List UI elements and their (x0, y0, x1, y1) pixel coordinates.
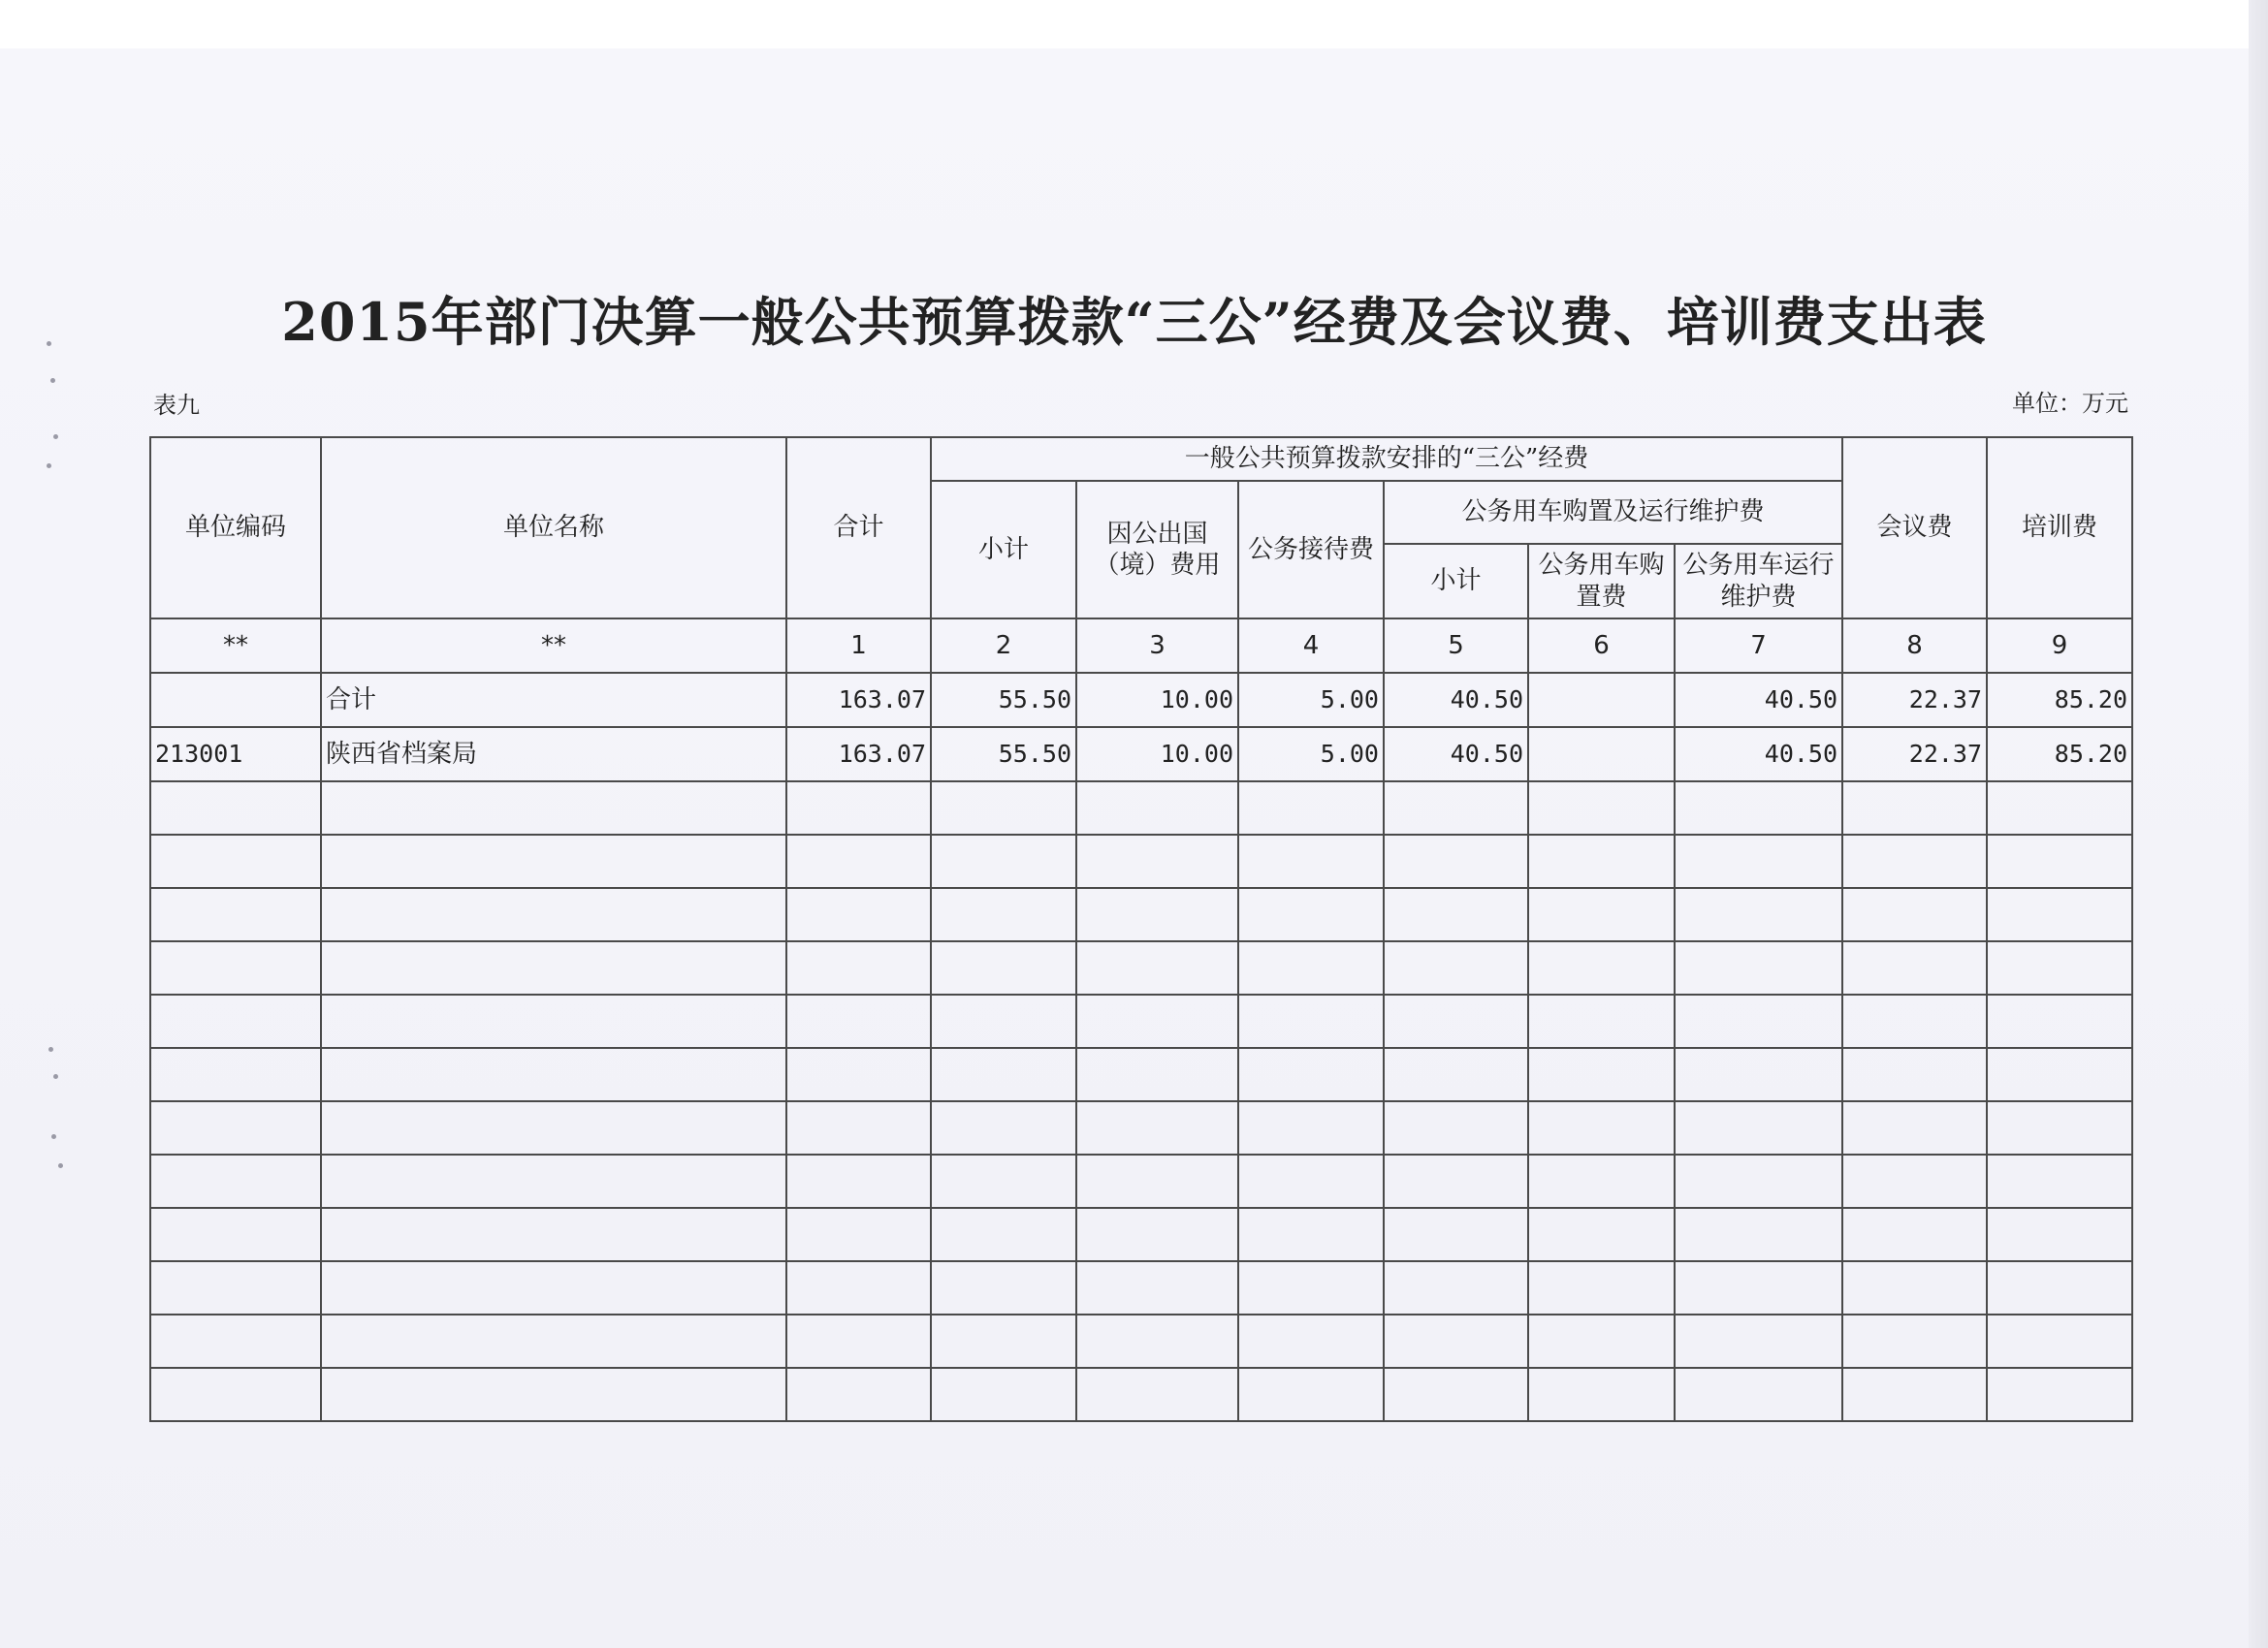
scan-top-margin (0, 0, 2268, 48)
empty-cell (1238, 1155, 1384, 1208)
empty-cell (1987, 781, 2132, 835)
empty-cell (786, 1261, 931, 1315)
empty-cell (321, 1315, 786, 1368)
empty-cell (931, 781, 1076, 835)
punch-mark (51, 1134, 56, 1139)
cell-reception: 5.00 (1238, 727, 1384, 781)
empty-cell (931, 888, 1076, 941)
empty-cell (321, 1208, 786, 1261)
empty-table-row (150, 781, 2132, 835)
empty-cell (321, 1155, 786, 1208)
punch-mark (50, 378, 55, 383)
document-title: 2015年部门决算一般公共预算拨款“三公”经费及会议费、培训费支出表 (281, 291, 1987, 353)
empty-cell (1384, 1101, 1528, 1155)
header-overseas: 因公出国（境）费用 (1076, 481, 1238, 618)
empty-cell (1987, 1208, 2132, 1261)
empty-cell (321, 1261, 786, 1315)
empty-cell (1675, 1048, 1842, 1101)
column-index: 2 (931, 618, 1076, 673)
empty-cell (931, 1368, 1076, 1421)
column-index: ** (321, 618, 786, 673)
empty-cell (150, 1048, 321, 1101)
column-index: 7 (1675, 618, 1842, 673)
empty-cell (321, 941, 786, 995)
empty-cell (931, 1315, 1076, 1368)
table-row (150, 673, 2132, 727)
column-index: 5 (1384, 618, 1528, 673)
empty-table-row (150, 1155, 2132, 1208)
empty-cell (786, 1155, 931, 1208)
header-sangong-group: 一般公共预算拨款安排的“三公”经费 (931, 437, 1842, 481)
empty-table-row (150, 1368, 2132, 1421)
column-index: 3 (1076, 618, 1238, 673)
empty-cell (1987, 1048, 2132, 1101)
empty-cell (786, 1101, 931, 1155)
empty-table-row (150, 941, 2132, 995)
header-reception: 公务接待费 (1238, 481, 1384, 618)
empty-cell (1675, 1155, 1842, 1208)
empty-cell (1987, 1155, 2132, 1208)
column-index: 4 (1238, 618, 1384, 673)
column-index: 8 (1842, 618, 1987, 673)
empty-cell (1528, 1315, 1675, 1368)
empty-cell (1384, 1261, 1528, 1315)
empty-cell (931, 1208, 1076, 1261)
empty-cell (1528, 781, 1675, 835)
empty-cell (1528, 835, 1675, 888)
empty-cell (1384, 1155, 1528, 1208)
empty-cell (931, 995, 1076, 1048)
empty-cell (1384, 1315, 1528, 1368)
cell-total: 163.07 (786, 727, 931, 781)
empty-cell (150, 1208, 321, 1261)
empty-cell (1842, 941, 1987, 995)
empty-cell (1987, 941, 2132, 995)
cell-subtotal: 55.50 (931, 727, 1076, 781)
empty-cell (1675, 1315, 1842, 1368)
empty-cell (1842, 1315, 1987, 1368)
empty-table-row (150, 995, 2132, 1048)
empty-cell (321, 1101, 786, 1155)
empty-table-row (150, 1261, 2132, 1315)
empty-cell (1076, 1315, 1238, 1368)
empty-cell (1076, 888, 1238, 941)
cell-unit-code (150, 673, 321, 727)
empty-table-row (150, 1315, 2132, 1368)
table-number: 表九 (153, 392, 200, 419)
empty-cell (1987, 995, 2132, 1048)
empty-cell (150, 995, 321, 1048)
cell-training: 85.20 (1987, 727, 2132, 781)
empty-cell (1238, 1261, 1384, 1315)
empty-cell (1987, 1261, 2132, 1315)
cell-overseas: 10.00 (1076, 673, 1238, 727)
empty-table-row (150, 1101, 2132, 1155)
empty-cell (321, 888, 786, 941)
empty-cell (1384, 995, 1528, 1048)
empty-cell (1842, 1368, 1987, 1421)
cell-overseas: 10.00 (1076, 727, 1238, 781)
header-unit-name: 单位名称 (321, 437, 786, 618)
empty-cell (1238, 995, 1384, 1048)
empty-cell (1384, 781, 1528, 835)
empty-cell (321, 1048, 786, 1101)
empty-cell (1987, 1315, 2132, 1368)
cell-training: 85.20 (1987, 673, 2132, 727)
empty-cell (931, 1155, 1076, 1208)
empty-cell (1238, 835, 1384, 888)
empty-cell (1076, 781, 1238, 835)
punch-mark (48, 1047, 53, 1052)
empty-cell (1842, 888, 1987, 941)
empty-cell (1528, 995, 1675, 1048)
empty-cell (1528, 1208, 1675, 1261)
empty-cell (1528, 1155, 1675, 1208)
empty-cell (1528, 1261, 1675, 1315)
empty-cell (1384, 941, 1528, 995)
cell-vehicle-subtotal: 40.50 (1384, 727, 1528, 781)
empty-cell (1675, 1368, 1842, 1421)
header-total: 合计 (786, 437, 931, 618)
punch-mark (53, 434, 58, 439)
empty-cell (1384, 1368, 1528, 1421)
empty-cell (150, 1261, 321, 1315)
empty-cell (1675, 1208, 1842, 1261)
empty-cell (786, 1368, 931, 1421)
empty-cell (1842, 1155, 1987, 1208)
empty-cell (150, 1368, 321, 1421)
empty-cell (150, 781, 321, 835)
empty-cell (1842, 995, 1987, 1048)
empty-cell (1238, 1315, 1384, 1368)
empty-table-row (150, 888, 2132, 941)
empty-cell (931, 1048, 1076, 1101)
cell-total: 163.07 (786, 673, 931, 727)
empty-cell (150, 835, 321, 888)
empty-cell (321, 835, 786, 888)
cell-vehicle-operation: 40.50 (1675, 673, 1842, 727)
empty-cell (1675, 888, 1842, 941)
header-vehicle-purchase: 公务用车购置费 (1528, 544, 1675, 618)
empty-cell (1076, 941, 1238, 995)
header-vehicle-group: 公务用车购置及运行维护费 (1384, 481, 1842, 544)
column-index: ** (150, 618, 321, 673)
column-index-row (150, 618, 2132, 673)
empty-cell (1528, 1048, 1675, 1101)
empty-cell (786, 1048, 931, 1101)
empty-cell (1842, 835, 1987, 888)
cell-vehicle-purchase (1528, 673, 1675, 727)
empty-cell (1384, 888, 1528, 941)
header-meeting: 会议费 (1842, 437, 1987, 618)
empty-cell (1384, 835, 1528, 888)
punch-mark (58, 1163, 63, 1168)
empty-cell (1384, 1048, 1528, 1101)
cell-vehicle-purchase (1528, 727, 1675, 781)
cell-unit-name: 合计 (321, 673, 786, 727)
cell-unit-name: 陕西省档案局 (321, 727, 786, 781)
empty-cell (321, 1368, 786, 1421)
expenditure-table (149, 436, 2133, 1422)
empty-cell (1842, 1101, 1987, 1155)
empty-cell (1238, 781, 1384, 835)
cell-unit-code: 213001 (150, 727, 321, 781)
column-index: 9 (1987, 618, 2132, 673)
empty-cell (931, 1261, 1076, 1315)
empty-table-row (150, 835, 2132, 888)
empty-cell (321, 781, 786, 835)
empty-cell (1528, 888, 1675, 941)
cell-subtotal: 55.50 (931, 673, 1076, 727)
empty-cell (1384, 1208, 1528, 1261)
empty-cell (1675, 941, 1842, 995)
punch-mark (47, 463, 51, 468)
header-unit-code: 单位编码 (150, 437, 321, 618)
empty-cell (1076, 1368, 1238, 1421)
empty-cell (1675, 995, 1842, 1048)
empty-cell (786, 941, 931, 995)
empty-cell (1528, 941, 1675, 995)
empty-table-row (150, 1208, 2132, 1261)
empty-cell (1528, 1101, 1675, 1155)
empty-cell (150, 888, 321, 941)
empty-cell (786, 781, 931, 835)
empty-cell (1987, 835, 2132, 888)
empty-cell (150, 1315, 321, 1368)
empty-cell (150, 941, 321, 995)
empty-cell (1987, 888, 2132, 941)
column-index: 1 (786, 618, 931, 673)
empty-cell (1076, 1208, 1238, 1261)
empty-cell (1238, 1048, 1384, 1101)
empty-cell (1842, 1208, 1987, 1261)
empty-cell (786, 835, 931, 888)
empty-cell (1076, 835, 1238, 888)
empty-cell (1238, 1368, 1384, 1421)
empty-cell (1076, 1155, 1238, 1208)
table-row (150, 727, 2132, 781)
empty-cell (1675, 1101, 1842, 1155)
empty-cell (1238, 1101, 1384, 1155)
cell-reception: 5.00 (1238, 673, 1384, 727)
empty-cell (150, 1155, 321, 1208)
empty-cell (931, 1101, 1076, 1155)
cell-meeting: 22.37 (1842, 673, 1987, 727)
empty-cell (1842, 1048, 1987, 1101)
header-training: 培训费 (1987, 437, 2132, 618)
empty-cell (321, 995, 786, 1048)
empty-cell (1238, 1208, 1384, 1261)
scan-right-margin (2249, 0, 2268, 1648)
unit-label: 单位：万元 (2012, 390, 2128, 417)
empty-cell (1675, 781, 1842, 835)
empty-cell (786, 1208, 931, 1261)
header-subtotal: 小计 (931, 481, 1076, 618)
empty-cell (1238, 888, 1384, 941)
empty-table-row (150, 1048, 2132, 1101)
empty-cell (150, 1101, 321, 1155)
empty-cell (931, 941, 1076, 995)
cell-meeting: 22.37 (1842, 727, 1987, 781)
empty-cell (1987, 1101, 2132, 1155)
cell-vehicle-subtotal: 40.50 (1384, 673, 1528, 727)
empty-cell (786, 1315, 931, 1368)
punch-mark (53, 1074, 58, 1079)
cell-vehicle-operation: 40.50 (1675, 727, 1842, 781)
empty-cell (1987, 1368, 2132, 1421)
empty-cell (786, 888, 931, 941)
header-vehicle-subtotal: 小计 (1384, 544, 1528, 618)
empty-cell (1238, 941, 1384, 995)
empty-cell (1842, 781, 1987, 835)
column-index: 6 (1528, 618, 1675, 673)
header-vehicle-operation: 公务用车运行维护费 (1675, 544, 1842, 618)
empty-cell (786, 995, 931, 1048)
empty-cell (931, 835, 1076, 888)
empty-cell (1528, 1368, 1675, 1421)
empty-cell (1675, 835, 1842, 888)
empty-cell (1076, 995, 1238, 1048)
empty-cell (1842, 1261, 1987, 1315)
empty-cell (1076, 1048, 1238, 1101)
empty-cell (1076, 1261, 1238, 1315)
header-row (150, 437, 2132, 481)
empty-cell (1076, 1101, 1238, 1155)
empty-cell (1675, 1261, 1842, 1315)
